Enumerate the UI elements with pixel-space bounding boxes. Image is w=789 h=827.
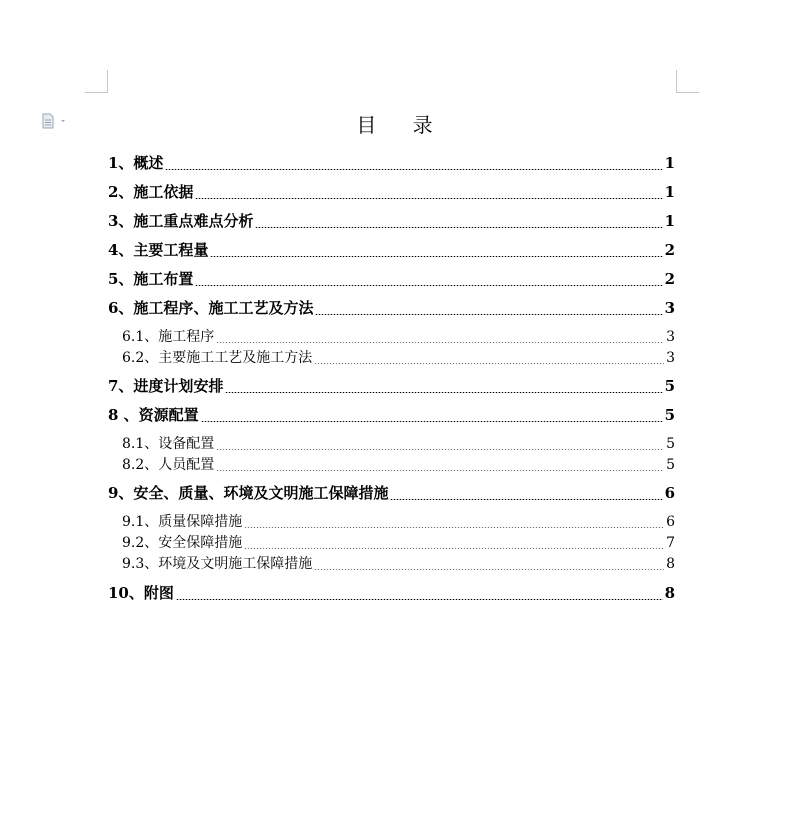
toc-entry-label: 7、进度计划安排 <box>108 377 224 395</box>
dot-leader <box>165 169 662 170</box>
toc-entry-label: 3、施工重点难点分析 <box>108 212 254 230</box>
toc-entry[interactable] <box>122 454 675 474</box>
toc-entry-label: 4、主要工程量 <box>108 241 209 259</box>
dot-leader <box>201 421 663 422</box>
toc-entry-label: 9.3、环境及文明施工保障措施 <box>122 556 313 572</box>
dot-leader <box>195 198 662 199</box>
toc-entry-page: 5 <box>666 457 675 473</box>
dot-leader <box>314 363 664 364</box>
toc-entry[interactable] <box>108 152 675 173</box>
toc-entry-label: 8.2、人员配置 <box>122 457 215 473</box>
toc-entry-page: 1 <box>664 212 675 230</box>
crop-mark-top-left <box>85 70 108 93</box>
toc-entry-page: 1 <box>664 154 675 172</box>
dot-leader <box>216 342 664 343</box>
toc-entry-label: 2、施工依据 <box>108 183 194 201</box>
toc-entry[interactable] <box>122 347 675 367</box>
toc-entry-label: 5、施工布置 <box>108 270 194 288</box>
toc-entry-page: 3 <box>664 299 675 317</box>
toc-entry-label: 6、施工程序、施工工艺及方法 <box>108 299 314 317</box>
toc-entry-page: 5 <box>664 377 675 395</box>
toc-entry-label: 6.2、主要施工工艺及施工方法 <box>122 350 313 366</box>
dot-leader <box>225 392 662 393</box>
toc-entry[interactable] <box>108 268 675 289</box>
toc-entry-page: 2 <box>664 241 675 259</box>
toc-entry-page: 6 <box>666 514 675 530</box>
toc-entry-page: 8 <box>664 584 675 602</box>
dot-leader <box>216 449 664 450</box>
dot-leader <box>210 256 662 257</box>
toc-entry-page: 8 <box>666 556 675 572</box>
toc-entry[interactable] <box>122 326 675 346</box>
toc-entry-label: 6.1、施工程序 <box>122 329 215 345</box>
dot-leader <box>244 548 664 549</box>
toc-entry[interactable] <box>108 239 675 260</box>
toc-entry-label: 8 、资源配置 <box>108 406 199 424</box>
toc-entry[interactable] <box>122 433 675 453</box>
toc-entry-page: 5 <box>666 436 675 452</box>
dot-leader <box>216 470 664 471</box>
toc-entry[interactable] <box>108 582 675 603</box>
toc-entry[interactable] <box>108 297 675 318</box>
toc-entry[interactable] <box>108 210 675 231</box>
toc-entry-label: 9.1、质量保障措施 <box>122 514 243 530</box>
dot-leader <box>255 227 662 228</box>
crop-mark-top-right <box>676 70 699 93</box>
toc-entry-label: 9、安全、质量、环境及文明施工保障措施 <box>108 484 389 502</box>
toc-entry-page: 3 <box>666 350 675 366</box>
toc-entry[interactable] <box>108 375 675 396</box>
toc-entry[interactable] <box>108 181 675 202</box>
dot-leader <box>315 314 662 315</box>
dot-leader <box>314 569 664 570</box>
dot-leader <box>195 285 662 286</box>
toc-entry[interactable] <box>122 511 675 531</box>
toc-entry-label: 10、附图 <box>108 584 174 602</box>
toc-entry-label: 8.1、设备配置 <box>122 436 215 452</box>
dot-leader <box>176 599 663 600</box>
toc-entry-page: 1 <box>664 183 675 201</box>
toc-entry-page: 3 <box>666 329 675 345</box>
toc-title: 目 录 <box>356 113 448 137</box>
toc-entry-page: 2 <box>664 270 675 288</box>
toc-entry-label: 9.2、安全保障措施 <box>122 535 243 551</box>
dot-leader <box>390 499 662 500</box>
toc-entry-label: 1、概述 <box>108 154 164 172</box>
toc-entry[interactable] <box>122 532 675 552</box>
toc-entry[interactable] <box>108 482 675 503</box>
toc-entry-page: 7 <box>666 535 675 551</box>
dot-leader <box>244 527 664 528</box>
toc-entry-page: 6 <box>664 484 675 502</box>
toc-entry-page: 5 <box>664 406 675 424</box>
toc-entry[interactable] <box>122 553 675 573</box>
toc-entry[interactable] <box>108 404 675 425</box>
